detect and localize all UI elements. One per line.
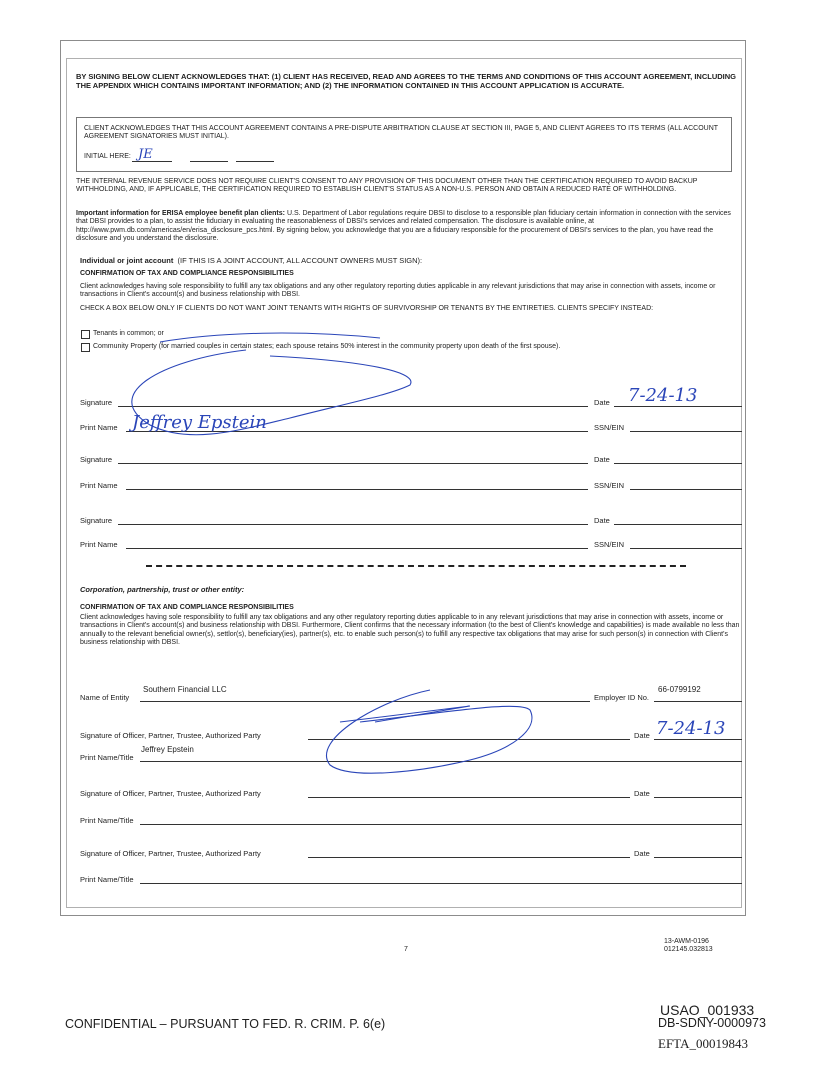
entity-heading: Corporation, partnership, trust or other entity:	[80, 585, 245, 594]
tax-text-individual: Client acknowledges having sole responsibility to fulfill any tax obligations and any other regulatory reporting duties applicable in any relevant jurisdictions that may arise in connection with assets, income or transactions in Client's account(s) and business relationship with DBSI.	[80, 283, 716, 299]
arbitration-text: CLIENT ACKNOWLEDGES THAT THIS ACCOUNT AGREEMENT CONTAINS A PRE-DISPUTE ARBITRATION CLAUSE AT SECTION III, PAGE 5, AND CLIENT AGREES TO ITS TERMS (ALL ACCOUNT AGREEMENT SIGNATORIES MUST INITIAL).	[84, 125, 718, 141]
individual-signature-flourish	[160, 333, 380, 342]
entity-name-value: Southern Financial LLC	[143, 685, 227, 694]
tax-heading-entity: CONFIRMATION OF TAX AND COMPLIANCE RESPONSIBILITIES	[80, 604, 294, 611]
tenants-in-common-label: Tenants in common; or	[93, 330, 164, 337]
officer-signature-label-1: Signature of Officer, Partner, Trustee, Authorized Party	[80, 731, 261, 740]
employer-id-value: 66-0799192	[658, 685, 701, 694]
community-property-label: Community Property (for married couples in certain states; each spouse retains 50% interest in the community property upon death of the first spouse).	[93, 343, 561, 350]
ssn-label-3: SSN/EIN	[594, 540, 625, 549]
tax-text-entity: Client acknowledges having sole responsibility to fulfill any tax obligations and any other regulatory reporting duties applicable to in any relevant jurisdictions that may arise in connection with assets, income or transactions in Client's account(s) and business relationship with DBSI. Furthermore, Client confirms that the necessary information (to the best of Client's knowledge and capabilities) is made available no less than annually to the relevant beneficial owner(s), settlor(s), beneficiary(ies), partner(s), etc. to enable such person(s) to fulfill any respective tax obligations that may arise for such person(s) in connection with Client's business relationship with DBSI.	[80, 614, 740, 647]
date-label-1: Date	[594, 398, 610, 407]
individual-signature-stroke	[132, 350, 411, 435]
officer-signature-label-2: Signature of Officer, Partner, Trustee, Authorized Party	[80, 789, 261, 798]
signature-label-1: Signature	[80, 398, 113, 407]
bates-efta: EFTA_00019843	[658, 1036, 748, 1051]
ssn-label-1: SSN/EIN	[594, 423, 625, 432]
print-name-title-label-1: Print Name/Title	[80, 753, 134, 762]
name-of-entity-label: Name of Entity	[80, 693, 130, 702]
print-name-label-1: Print Name	[80, 423, 118, 432]
entity-date-label-2: Date	[634, 789, 650, 798]
irs-text: THE INTERNAL REVENUE SERVICE DOES NOT REQUIRE CLIENT'S CONSENT TO ANY PROVISION OF THIS DOCUMENT OTHER THAN THE CERTIFICATION REQUIRED TO AVOID BACKUP WITHHOLDING, AND, IF APPLICABLE, THE CERTIFICATION REQUIRED TO ESTABLISH CLIENT'S STATUS AS A NON-U.S. PERSON AND OBTAIN A REDUCED RATE OF WITHHOLDING.	[76, 178, 698, 194]
entity-date-label-3: Date	[634, 849, 650, 858]
date-label-3: Date	[594, 516, 610, 525]
handwritten-initial: JE	[138, 147, 153, 162]
print-name-title-label-3: Print Name/Title	[80, 875, 134, 884]
form-code-1: 13-AWM-0196	[664, 938, 709, 945]
signature-label-3: Signature	[80, 516, 113, 525]
signature-label-2: Signature	[80, 455, 113, 464]
check-box-instruction: CHECK A BOX BELOW ONLY IF CLIENTS DO NOT WANT JOINT TENANTS WITH RIGHTS OF SURVIVORSHIP OR TENANTS BY THE ENTIRETIES. CLIENTS SPECIFY INSTEAD:	[80, 305, 654, 312]
employer-id-label: Employer ID No.	[594, 693, 650, 702]
bates-usao: USAO_001933	[660, 1002, 755, 1018]
print-name-label-3: Print Name	[80, 540, 118, 549]
form-code-2: 012145.032813	[664, 946, 713, 953]
page-number: 7	[404, 946, 408, 953]
tax-heading-individual: CONFIRMATION OF TAX AND COMPLIANCE RESPONSIBILITIES	[80, 270, 294, 277]
individual-heading: Individual or joint account	[80, 256, 174, 265]
entity-date-label-1: Date	[634, 731, 650, 740]
print-name-label-2: Print Name	[80, 481, 118, 490]
entity-signature-flourish	[340, 706, 470, 722]
initial-label: INITIAL HERE:	[84, 153, 131, 160]
entity-signature-stroke	[326, 690, 531, 773]
entity-print-name-value: Jeffrey Epstein	[141, 745, 194, 754]
erisa-lead: Important information for ERISA employee benefit plan clients:	[76, 210, 285, 217]
acknowledgement-heading: BY SIGNING BELOW CLIENT ACKNOWLEDGES THAT: (1) CLIENT HAS RECEIVED, READ AND AGREES TO THE TERMS AND CONDITIONS OF THIS ACCOUNT AGREEMENT, INCLUDING THE APPENDIX WHICH CONTAINS IMPORTANT INFORMATION; AND (2) THE INFORMATION CONTAINED IN THIS ACCOUNT APPLICATION IS ACCURATE.	[76, 72, 737, 90]
officer-signature-label-3: Signature of Officer, Partner, Trustee, Authorized Party	[80, 849, 261, 858]
ssn-label-2: SSN/EIN	[594, 481, 625, 490]
confidential-notice: CONFIDENTIAL – PURSUANT TO FED. R. CRIM. P. 6(e)	[65, 1017, 386, 1031]
handwritten-print-name-1: Jeffrey Epstein	[132, 412, 267, 433]
handwritten-date-2: 7-24-13	[656, 718, 726, 739]
print-name-title-label-2: Print Name/Title	[80, 816, 134, 825]
handwritten-date-1: 7-24-13	[628, 385, 698, 406]
individual-note: (IF THIS IS A JOINT ACCOUNT, ALL ACCOUNT OWNERS MUST SIGN):	[177, 256, 423, 265]
erisa-text: U.S. Department of Labor regulations require DBSI to disclose to a responsible plan fiduciary certain information in connection with the services that DBSI provides to a plan, to assist the fiduciary in evaluating the reasonableness of DBSI's services and related compensation. The disclosure is available online, at http://www.pwm.db.com/americas/en/erisa_disclosure_pcs.html. By signing below, you acknowledge that you are a fiduciary responsible for the procurement of DBSI's services to the plan, you have read the disclosure and you understand the disclosure.	[76, 210, 731, 243]
date-label-2: Date	[594, 455, 610, 464]
bates-db: DB-SDNY-0000973	[658, 1016, 766, 1030]
